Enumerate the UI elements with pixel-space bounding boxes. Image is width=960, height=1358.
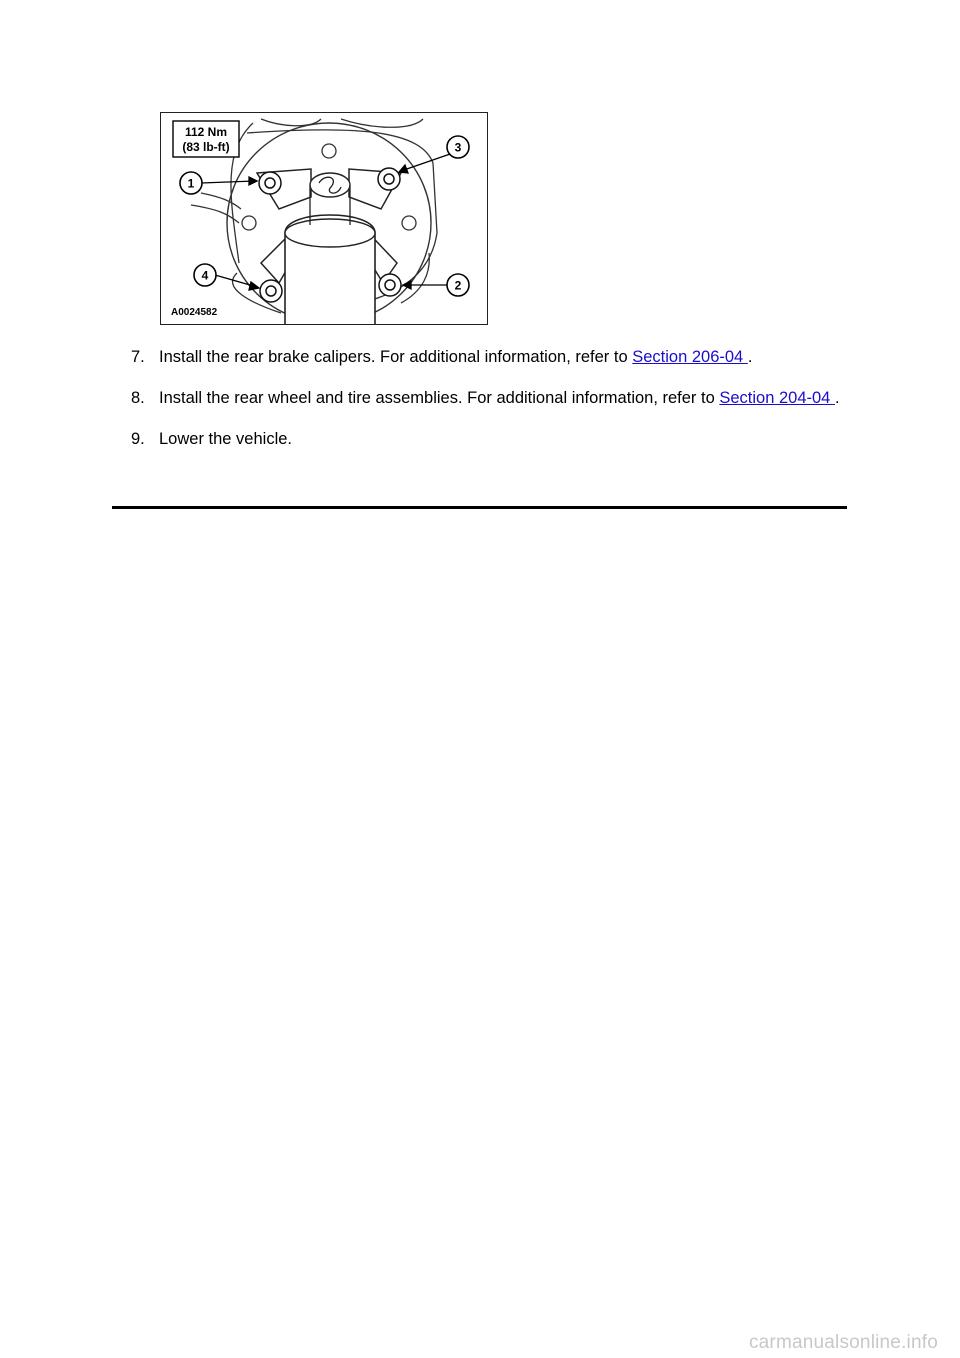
step-text: Lower the vehicle. xyxy=(159,430,292,448)
callout-label-2: 2 xyxy=(454,278,462,293)
step-7 xyxy=(131,347,891,367)
section-204-04-link[interactable]: Section 204-04 xyxy=(719,389,835,407)
step-text: Install the rear wheel and tire assemblies. For additional information, refer to xyxy=(159,389,720,407)
step-8 xyxy=(131,388,891,408)
axle-flange-drawing xyxy=(161,113,487,324)
section-divider xyxy=(112,506,847,509)
torque-metric: 112 Nm xyxy=(184,125,228,139)
torque-illustration xyxy=(160,112,488,325)
figure-id: A0024582 xyxy=(171,307,218,318)
callout-label-3: 3 xyxy=(454,140,462,155)
step-number: 8. xyxy=(131,389,145,407)
watermark: carmanualsonline.info xyxy=(748,1332,938,1353)
step-punct: . xyxy=(747,348,753,366)
torque-imperial: (83 lb-ft) xyxy=(182,140,230,154)
step-number: 9. xyxy=(131,430,145,448)
step-number: 7. xyxy=(131,348,145,366)
step-9 xyxy=(131,429,891,449)
callout-label-1: 1 xyxy=(187,176,195,191)
callout-label-4: 4 xyxy=(201,268,209,283)
step-punct: . xyxy=(834,389,840,407)
section-206-04-link[interactable]: Section 206-04 xyxy=(632,348,748,366)
procedure-steps xyxy=(131,347,891,470)
step-text: Install the rear brake calipers. For additional information, refer to xyxy=(159,348,633,366)
